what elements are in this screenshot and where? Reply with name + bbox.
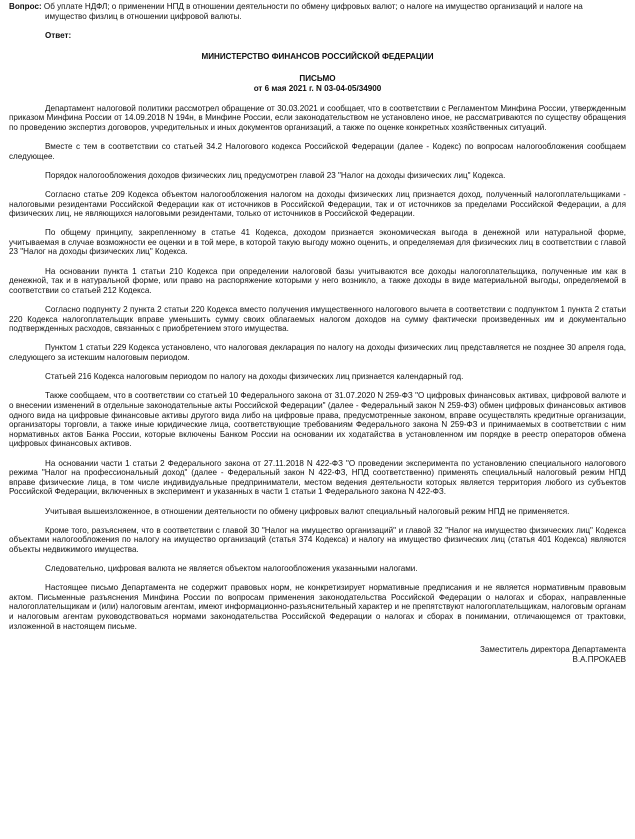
ministry-title: МИНИСТЕРСТВО ФИНАНСОВ РОССИЙСКОЙ ФЕДЕРАЦИИ [201, 51, 434, 61]
signature-position: Заместитель директора Департамента [480, 645, 626, 655]
paragraph: Пунктом 1 статьи 229 Кодекса установлено, что налоговая декларация по налогу на доходы физических лиц представляется не позднее 30 апреля года, следующего за истекшим налоговым периодом. [9, 343, 626, 362]
signature-name: В.А.ПРОКАЕВ [572, 654, 626, 664]
paragraph: Настоящее письмо Департамента не содержит правовых норм, не конкретизирует нормативные предписания и не является нормативным правовым актом. Письменные разъяснения Минфина России по вопросам применения законодательства Российской Федерации о налогах и сборах, направленные налогоплательщикам и (или) налоговым агентам, имеют информационно-разъяснительный характер и не препятствуют налогоплательщикам, налоговым органам и налоговым агентам руководствоваться нормами законодательства Российской Федерации о налогах и сборах в понимании, отличающемся от трактовки, изложенной в настоящем письме. [9, 583, 626, 631]
letter-reference: от 6 мая 2021 г. N 03-04-05/34900 [253, 83, 382, 93]
paragraph: Учитывая вышеизложенное, в отношении деятельности по обмену цифровых валют специальный налоговый режим НПД не применяется. [45, 506, 570, 516]
paragraph: Кроме того, разъясняем, что в соответствии с главой 30 "Налог на имущество организаций" и главой 32 "Налог на имущество физических лиц" Кодекса объектами налогообложения по налогу на имущество организаций (статья 374 Кодекса) и налогу на имущество физических лиц (статья 401 Кодекса) являются объекты недвижимого имущества. [9, 525, 626, 554]
letter-type: ПИСЬМО [299, 74, 336, 84]
paragraph: Департамент налоговой политики рассмотрел обращение от 30.03.2021 и сообщает, что в соответствии с Регламентом Минфина России, утвержденным приказом Минфина России от 14.09.2018 N 194н, в Минфине России, если законодательством не установлено иное, не рассматриваются по существу обращения по проведению экспертиз договоров, учредительных и иных документов организаций, а также по оценке конкретных хозяйственных ситуаций. [9, 103, 626, 132]
paragraph: На основании части 1 статьи 2 Федерального закона от 27.11.2018 N 422-ФЗ "О проведении эксперимента по установлению специального налогового режима "Налог на профессиональный доход" (далее - Федеральный закон N 422-ФЗ, НПД соответственно) применять специальный налоговый режим НПД вправе физические лица, в том числе индивидуальные предприниматели, местом ведения деятельности которых является территория любого из субъектов Российской Федерации, включенных в эксперимент и указанных в части 1 статьи 1 Федерального закона N 422-ФЗ. [9, 458, 626, 497]
paragraph: Порядок налогообложения доходов физических лиц предусмотрен главой 23 "Налог на доходы физических лиц" Кодекса. [45, 170, 506, 180]
paragraph: Следовательно, цифровая валюта не является объектом налогообложения указанными налогами. [45, 564, 418, 574]
paragraph: Согласно подпункту 2 пункта 2 статьи 220 Кодекса вместо получения имущественного налогового вычета в соответствии с подпунктом 1 пункта 2 статьи 220 Кодекса налогоплательщик вправе уменьшить сумму своих облагаемых налогом доходов на сумму фактически произведенных им и документально подтвержденных расходов, связанных с приобретением этого имущества. [9, 305, 626, 334]
paragraph: Также сообщаем, что в соответствии со статьей 10 Федерального закона от 31.07.2020 N 259-ФЗ "О цифровых финансовых активах, цифровой валюте и о внесении изменений в отдельные законодательные акты Российской Федерации" (далее - Федеральный закон N 259-ФЗ) обмен цифровых финансовых активов одного вида на цифровые финансовые активы другого вида либо на цифровые права, предусмотренные законом, вправе осуществлять кредитные организации, организаторы торговли, а также иные юридические лица, соответствующие требованиям Федерального закона N 259-ФЗ и принимаемых в соответствии с ним нормативных актов Банка России, которые включены Банком России на основании их ходатайства в установленном им порядке в реестр операторов обмена цифровых финансовых активов. [9, 391, 626, 449]
question-label: Вопрос: [9, 2, 42, 11]
paragraph: По общему принципу, закрепленному в статье 41 Кодекса, доходом признается экономическая выгода в денежной или натуральной форме, учитываемая в случае возможности ее оценки и в той мере, в которой такую выгоду можно оценить, и определяемая для физических лиц в соответствии с главой 23 "Налог на доходы физических лиц" Кодекса. [9, 228, 626, 257]
paragraph: Согласно статье 209 Кодекса объектом налогообложения налогом на доходы физических лиц признается доход, полученный налогоплательщиками - налоговыми резидентами Российской Федерации как от источников в Российской Федерации, так и от источников за пределами Российской Федерации, а для физических лиц, не являющихся налоговыми резидентами, только от источников в Российской Федерации. [9, 189, 626, 219]
answer-label: Ответ: [45, 31, 72, 41]
signature-block [9, 645, 626, 664]
paragraph: Вместе с тем в соответствии со статьей 34.2 Налогового кодекса Российской Федерации (далее - Кодекс) по вопросам налогообложения сообщаем следующее. [9, 141, 626, 161]
question-block [9, 2, 626, 21]
question-text: Об уплате НДФЛ; о применении НПД в отношении деятельности по обмену цифровых валют; о налоге на имущество организаций и налоге на имущество физлиц в отношении цифровой валюты. [43, 2, 583, 21]
letter-body [9, 104, 626, 632]
paragraph: Статьей 216 Кодекса налоговым периодом по налогу на доходы физических лиц признается календарный год. [45, 372, 464, 382]
paragraph: На основании пункта 1 статьи 210 Кодекса при определении налоговой базы учитываются все доходы налогоплательщика, полученные им как в денежной, так и в натуральной форме, или право на распоряжение которыми у него возникло, а также доходы в виде материальной выгоды, определяемой в соответствии со статьей 212 Кодекса. [9, 266, 626, 295]
